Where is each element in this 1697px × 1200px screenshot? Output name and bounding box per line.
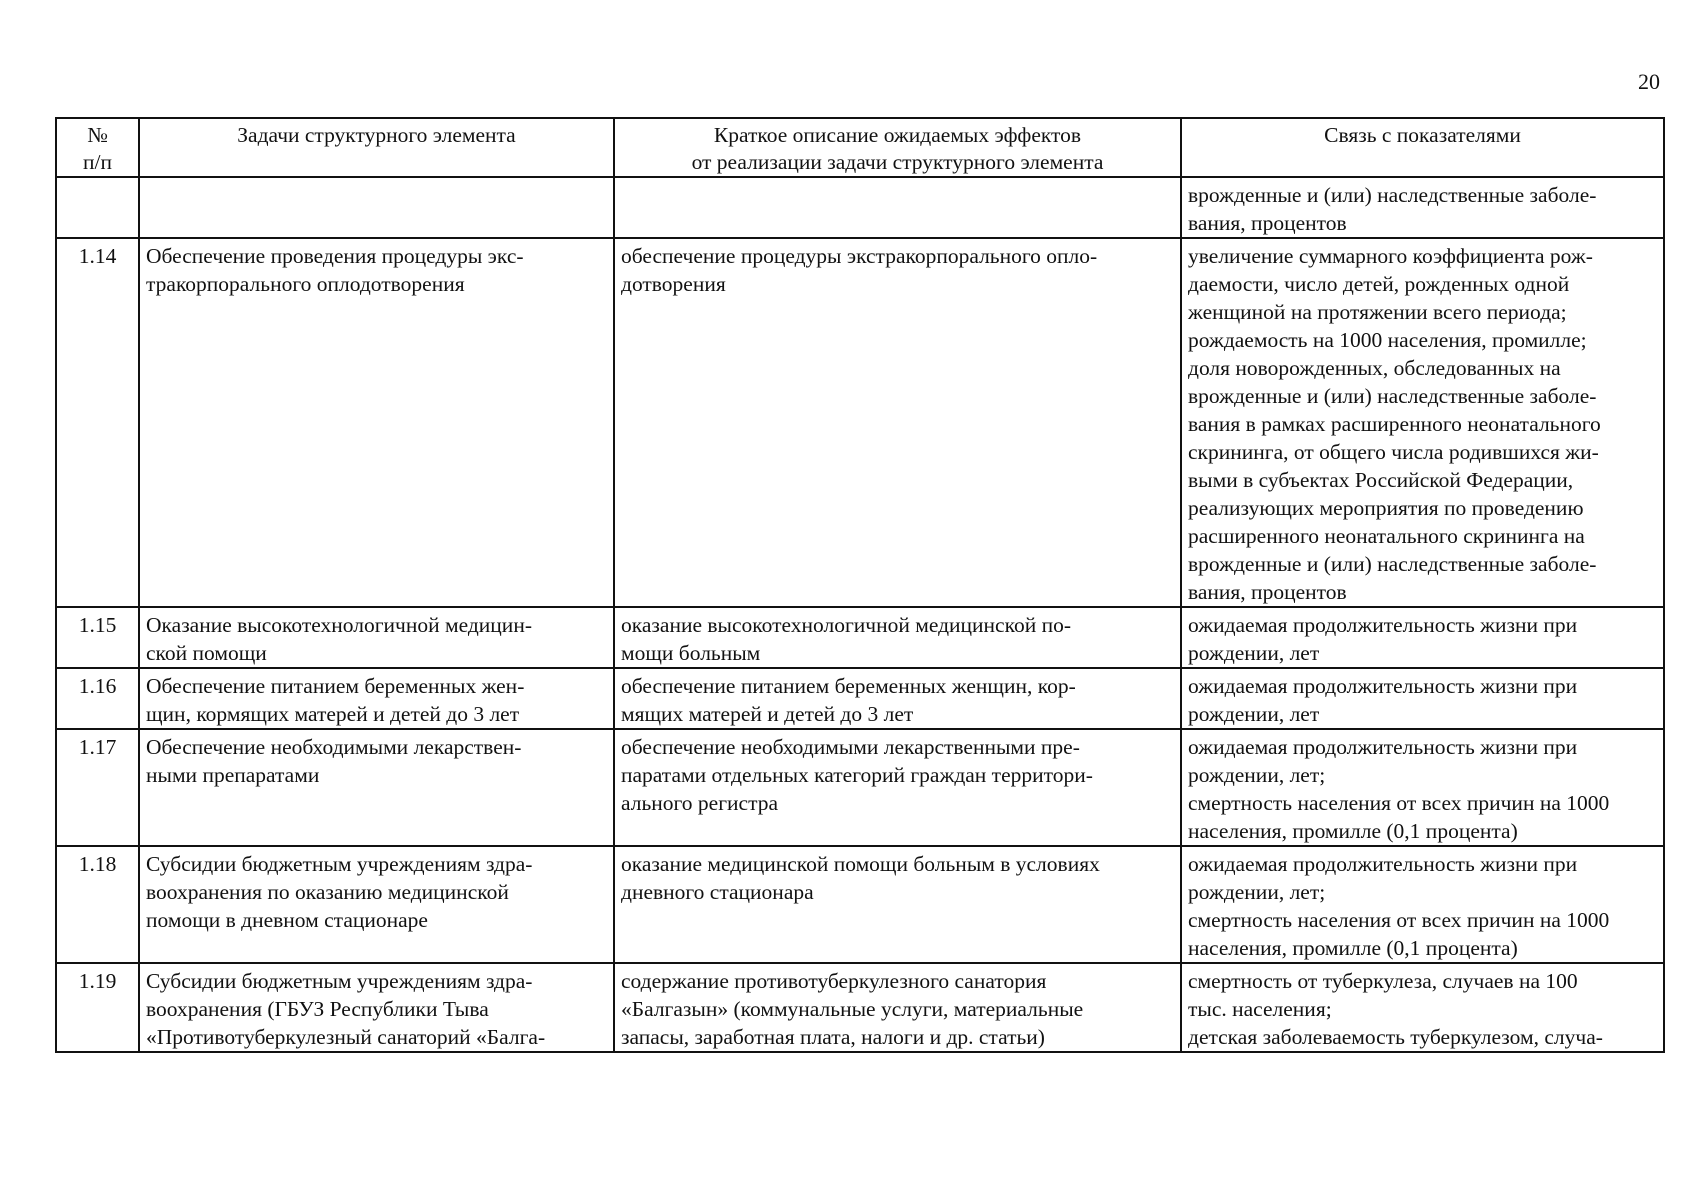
effects-cell [614, 177, 1181, 238]
indicators-cell: смертность от туберкулеза, случаев на 100 тыс. населения; детская заболеваемость туберкулезом, случа- [1181, 963, 1664, 1052]
effects-cell: оказание высокотехнологичной медицинской по- мощи больным [614, 607, 1181, 668]
indicators-cell: ожидаемая продолжительность жизни при рождении, лет; смертность населения от всех причин на 1000 населения, промилле (0,1 процента) [1181, 729, 1664, 846]
header-indicators: Связь с показателями [1181, 118, 1664, 177]
table-row [56, 729, 1664, 846]
header-task: Задачи структурного элемента [139, 118, 614, 177]
header-effects: Краткое описание ожидаемых эффектов от реализации задачи структурного элемента [614, 118, 1181, 177]
task-cell: Обеспечение проведения процедуры экс- тракорпорального оплодотворения [139, 238, 614, 607]
row-number-cell: 1.16 [56, 668, 139, 729]
page-number: 20 [1638, 69, 1660, 94]
row-number-cell: 1.15 [56, 607, 139, 668]
indicators-cell: врожденные и (или) наследственные заболе- вания, процентов [1181, 177, 1664, 238]
indicators-cell: ожидаемая продолжительность жизни при рождении, лет; смертность населения от всех причин на 1000 населения, промилле (0,1 процента) [1181, 846, 1664, 963]
table-row [56, 238, 1664, 607]
row-number-cell: 1.14 [56, 238, 139, 607]
table-header [56, 118, 1664, 177]
measures-table [55, 117, 1665, 1053]
effects-cell: обеспечение питанием беременных женщин, кор- мящих матерей и детей до 3 лет [614, 668, 1181, 729]
effects-cell: обеспечение необходимыми лекарственными пре- паратами отдельных категорий граждан территори- ального регистра [614, 729, 1181, 846]
task-cell: Субсидии бюджетным учреждениям здра- воохранения (ГБУЗ Республики Тыва «Противотуберкулезный санаторий «Балга- [139, 963, 614, 1052]
indicators-cell: увеличение суммарного коэффициента рож- даемости, число детей, рожденных одной женщиной на протяжении всего периода; рождаемость на 1000 населения, промилле; доля новорожденных, обследованных на врожденные и (или) наследственные заболе- вания в рамках расширенного неонатального скрининга, от общего числа родившихся жи- выми в субъектах Российской Федерации, реализующих мероприятия по проведению расширенного неонатального скрининга на врожденные и (или) наследственные заболе- вания, процентов [1181, 238, 1664, 607]
table-row [56, 963, 1664, 1052]
indicators-cell: ожидаемая продолжительность жизни при рождении, лет [1181, 668, 1664, 729]
table-row [56, 177, 1664, 238]
effects-cell: содержание противотуберкулезного санатория «Балгазын» (коммунальные услуги, материальные запасы, заработная плата, налоги и др. статьи) [614, 963, 1181, 1052]
header-num: № п/п [56, 118, 139, 177]
task-cell: Обеспечение питанием беременных жен- щин, кормящих матерей и детей до 3 лет [139, 668, 614, 729]
row-number-cell: 1.17 [56, 729, 139, 846]
task-cell: Обеспечение необходимыми лекарствен- ными препаратами [139, 729, 614, 846]
table-row [56, 668, 1664, 729]
task-cell: Субсидии бюджетным учреждениям здра- воохранения по оказанию медицинской помощи в дневном стационаре [139, 846, 614, 963]
row-number-cell [56, 177, 139, 238]
table-row [56, 846, 1664, 963]
table-row [56, 607, 1664, 668]
row-number-cell: 1.19 [56, 963, 139, 1052]
task-cell [139, 177, 614, 238]
row-number-cell: 1.18 [56, 846, 139, 963]
table-body [56, 177, 1664, 1052]
indicators-cell: ожидаемая продолжительность жизни при рождении, лет [1181, 607, 1664, 668]
effects-cell: оказание медицинской помощи больным в условиях дневного стационара [614, 846, 1181, 963]
effects-cell: обеспечение процедуры экстракорпорального опло- дотворения [614, 238, 1181, 607]
table-header-row [56, 118, 1664, 177]
task-cell: Оказание высокотехнологичной медицин- ской помощи [139, 607, 614, 668]
